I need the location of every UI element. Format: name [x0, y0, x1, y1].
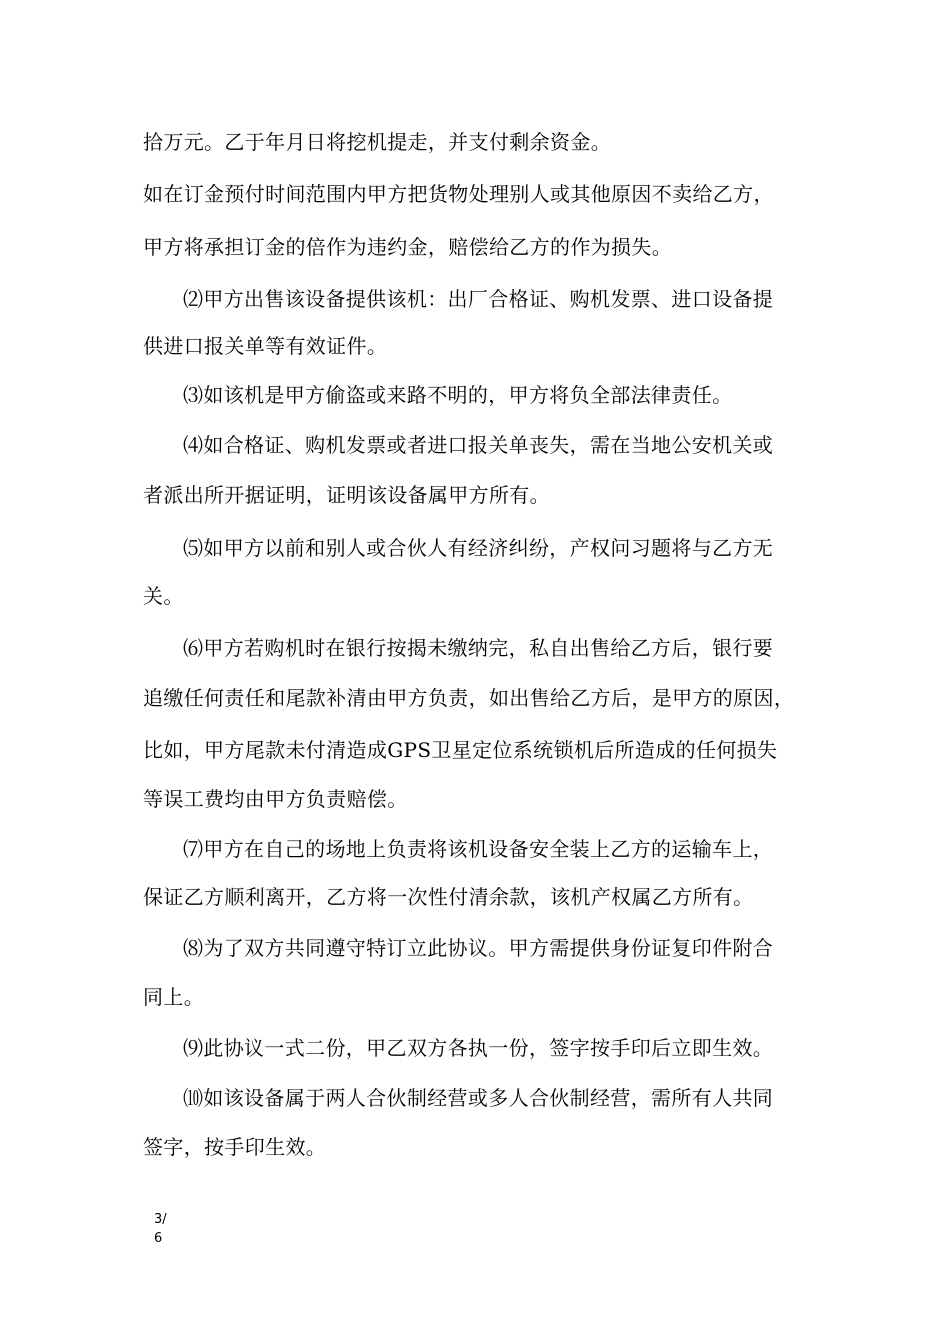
clause-5-line: 关。 — [143, 584, 184, 608]
text-line: 甲方将承担订金的倍作为违约金，赔偿给乙方的作为损失。 — [143, 235, 673, 259]
clause-8-line: ⑻为了双方共同遵守特订立此协议。甲方需提供身份证复印件附合 — [183, 936, 774, 960]
clause-7-line: ⑺甲方在自己的场地上负责将该机设备安全装上乙方的运输车上， — [183, 837, 774, 861]
clause-7-line: 保证乙方顺利离开，乙方将一次性付清余款，该机产权属乙方所有。 — [143, 885, 754, 909]
page-number-total: 6 — [154, 1231, 163, 1246]
clause-4-line: 者派出所开据证明，证明该设备属甲方所有。 — [143, 483, 550, 507]
clause-9-line: ⑼此协议一式二份，甲乙双方各执一份，签字按手印后立即生效。 — [183, 1036, 774, 1060]
clause-6-line: 等误工费均由甲方负责赔偿。 — [143, 787, 408, 811]
clause-10-line: ⑽如该设备属于两人合伙制经营或多人合伙制经营，需所有人共同 — [183, 1086, 774, 1110]
clause-10-line: 签字，按手印生效。 — [143, 1135, 327, 1159]
clause-8-line: 同上。 — [143, 985, 205, 1009]
clause-6-line: 追缴任何责任和尾款补清由甲方负责，如出售给乙方后，是甲方的原因， — [143, 686, 795, 710]
text-line: 如在订金预付时间范围内甲方把货物处理别人或其他原因不卖给乙方， — [143, 182, 774, 206]
clause-6-line: 比如，甲方尾款未付清造成GPS卫星定位系统锁机后所造成的任何损失 — [143, 738, 778, 762]
clause-6-line: ⑹甲方若购机时在银行按揭未缴纳完，私自出售给乙方后，银行要 — [183, 636, 774, 660]
text-line: 拾万元。乙于年月日将挖机提走，并支付剩余资金。 — [143, 130, 612, 154]
clause-2-line: 供进口报关单等有效证件。 — [143, 334, 388, 358]
page-number — [154, 1210, 184, 1248]
page-number-current: 3/ — [154, 1212, 167, 1227]
clause-3-line: ⑶如该机是甲方偷盗或来路不明的，甲方将负全部法律责任。 — [183, 383, 733, 407]
clause-4-line: ⑷如合格证、购机发票或者进口报关单丧失，需在当地公安机关或 — [183, 433, 774, 457]
clause-5-line: ⑸如甲方以前和别人或合伙人有经济纠纷，产权问习题将与乙方无 — [183, 536, 774, 560]
clause-2-line: ⑵甲方出售该设备提供该机：出厂合格证、购机发票、进口设备提 — [183, 287, 774, 311]
